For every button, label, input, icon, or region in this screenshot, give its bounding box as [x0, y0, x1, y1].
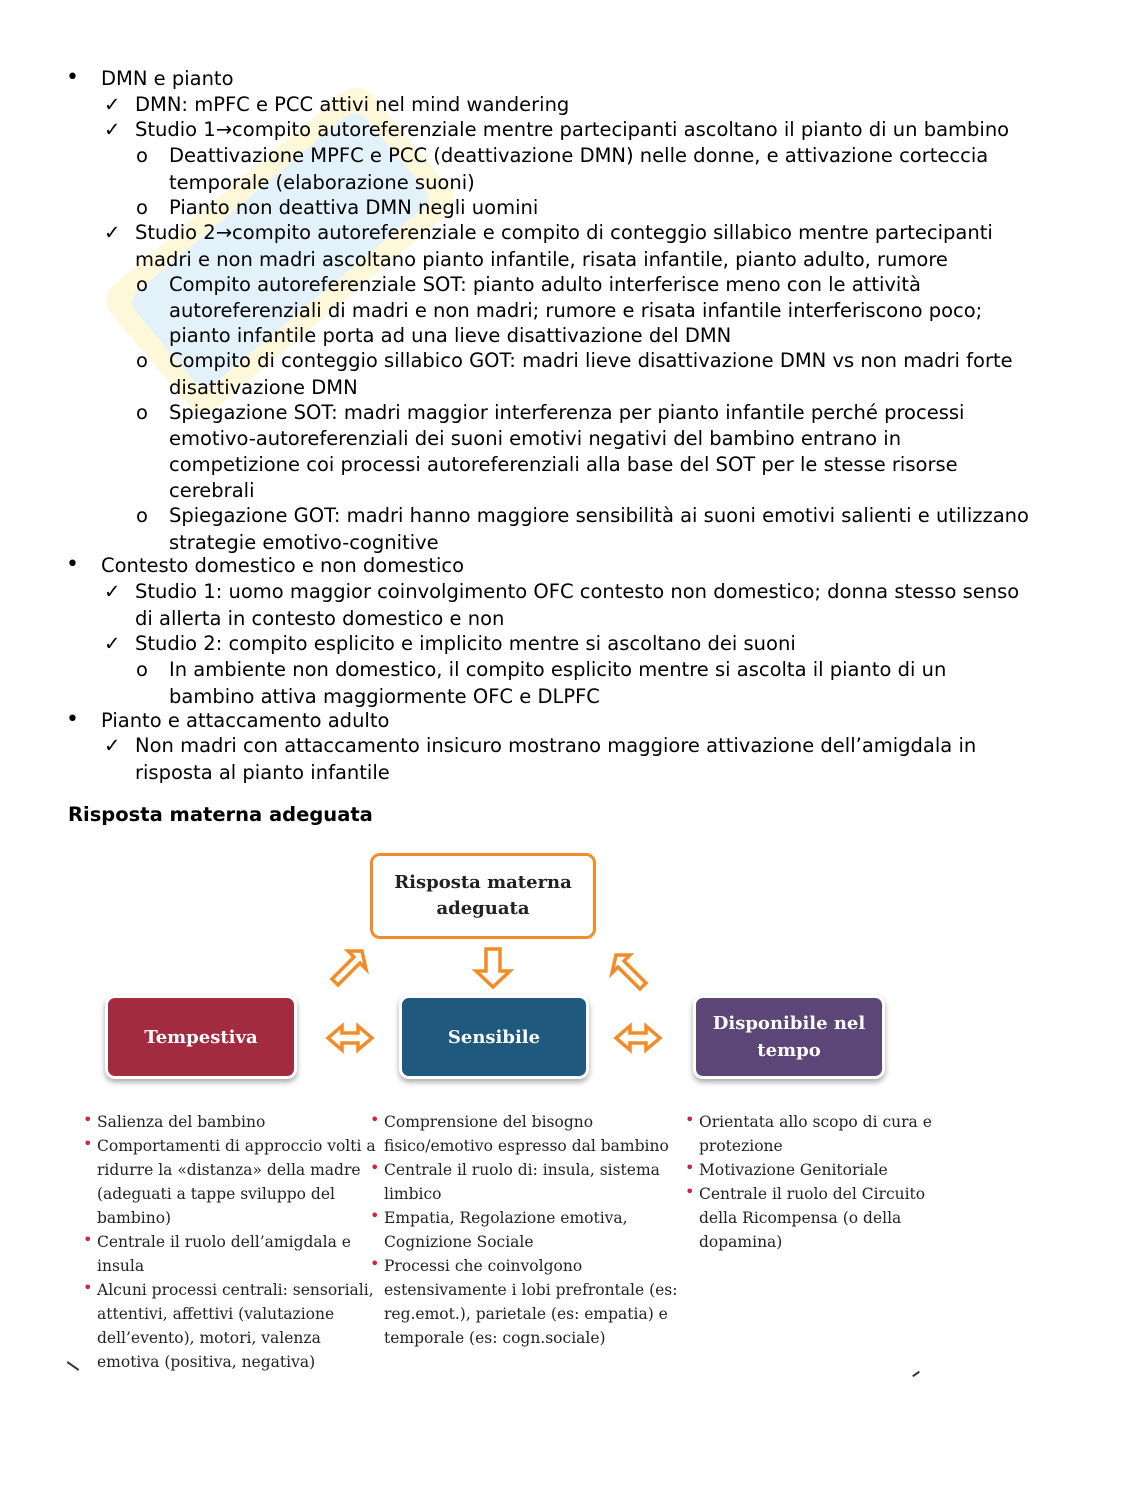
arrow-down-icon: [476, 949, 510, 987]
red-bullet-icon: •: [685, 1182, 695, 1201]
diagram-item-line: Processi che coinvolgono: [384, 1257, 583, 1275]
diagram-list-item: [685, 1110, 932, 1158]
diagram-list-item: [370, 1206, 677, 1254]
box-sensibile: [399, 995, 589, 1079]
note-line: Non madri con attaccamento insicuro mostrano maggiore attivazione dell’amigdala in: [135, 734, 977, 757]
top-box-line1: Risposta materna: [394, 872, 572, 893]
diagram-item-line: limbico: [384, 1185, 442, 1203]
note-line: bambino attiva maggiormente OFC e DLPFC: [169, 685, 600, 708]
note-line: temporale (elaborazione suoni): [169, 171, 475, 194]
diagram-item-line: ridurre la «distanza» della madre: [97, 1161, 361, 1179]
box-tempestiva-label: Tempestiva: [144, 1026, 258, 1048]
diagram-item-line: Comprensione del bisogno: [384, 1113, 594, 1131]
note-line: Studio 1: uomo maggior coinvolgimento OFC contesto non domestico; donna stesso senso: [135, 580, 1020, 603]
note-line: In ambiente non domestico, il compito esplicito mentre si ascolta il pianto di un: [169, 658, 947, 681]
note-line: Deattivazione MPFC e PCC (deattivazione DMN) nelle donne, e attivazione corteccia: [169, 144, 989, 167]
diagram-list-item: [370, 1110, 677, 1158]
diagram-list-item: [83, 1134, 376, 1230]
diagram-item-line: Centrale il ruolo di: insula, sistema: [384, 1161, 660, 1179]
note-line: risposta al pianto infantile: [135, 761, 390, 784]
diagram-item-line: Comportamenti di approccio volti a: [97, 1137, 376, 1155]
note-marker: o: [136, 196, 148, 219]
diagram-item-line: emotiva (positiva, negativa): [97, 1353, 316, 1371]
note-marker: ✓: [104, 93, 121, 116]
double-arrow-left-icon: [328, 1026, 372, 1050]
diagram-item-line: Empatia, Regolazione emotiva,: [384, 1209, 628, 1227]
corner-mark-right: [912, 1371, 920, 1377]
diagram-item-line: (adeguati a tappe sviluppo del: [97, 1185, 335, 1203]
note-marker: ✓: [104, 580, 121, 603]
note-marker: ✓: [104, 118, 121, 141]
note-marker: o: [136, 349, 148, 372]
note-marker: ✓: [104, 734, 121, 757]
note-line: disattivazione DMN: [169, 376, 358, 399]
note-line: pianto infantile porta ad una lieve disattivazione del DMN: [169, 324, 732, 347]
diagram-item-line: dopamina): [699, 1233, 783, 1251]
note-line: Studio 1→compito autoreferenziale mentre partecipanti ascoltano il pianto di un bambino: [135, 118, 1010, 141]
red-bullet-icon: •: [370, 1206, 380, 1225]
note-marker: •: [66, 707, 79, 732]
red-bullet-icon: •: [685, 1110, 695, 1129]
diagram-item-line: reg.emot.), parietale (es: empatia) e: [384, 1305, 668, 1323]
red-bullet-icon: •: [370, 1158, 380, 1177]
note-line: di allerta in contesto domestico e non: [135, 607, 505, 630]
red-bullet-icon: •: [685, 1158, 695, 1177]
note-line: Studio 2→compito autoreferenziale e compito di conteggio sillabico mentre partecipanti: [135, 221, 993, 244]
note-line: Contesto domestico e non domestico: [101, 554, 465, 577]
diagram-item-line: Motivazione Genitoriale: [699, 1161, 888, 1179]
diagram-list-item: [83, 1110, 376, 1134]
diagram-item-line: Salienza del bambino: [97, 1113, 266, 1131]
column-tempestiva: [83, 1110, 376, 1374]
note-marker: •: [66, 65, 79, 90]
box-disponibile-line1: Disponibile nel: [712, 1013, 866, 1034]
column-sensibile: [370, 1110, 678, 1350]
note-line: autoreferenziali di madri e non madri; rumore e risata infantile interferiscono poco;: [169, 299, 983, 322]
diagram-item-line: protezione: [699, 1137, 783, 1155]
diagram-item-line: della Ricompensa (o della: [699, 1209, 902, 1227]
arrow-down-right-icon: [612, 955, 646, 989]
note-line: emotivo-autoreferenziali dei suoni emotivi negativi del bambino entrano in: [169, 427, 902, 450]
note-line: Studio 2: compito esplicito e implicito mentre si ascoltano dei suoni: [135, 632, 796, 655]
corner-mark-left: [67, 1361, 80, 1371]
note-marker: ✓: [104, 221, 121, 244]
arrow-down-left-icon: [332, 951, 366, 985]
note-line: DMN: mPFC e PCC attivi nel mind wandering: [135, 93, 570, 116]
note-line: Spiegazione SOT: madri maggior interferenza per pianto infantile perché processi: [169, 401, 965, 424]
note-line: cerebrali: [169, 479, 255, 502]
note-marker: ✓: [104, 632, 121, 655]
diagram-list-item: [685, 1158, 932, 1182]
note-marker: o: [136, 401, 148, 424]
note-line: Pianto e attaccamento adulto: [101, 709, 390, 732]
diagram-item-line: Cognizione Sociale: [384, 1233, 534, 1251]
diagram-item-line: Alcuni processi centrali: sensoriali,: [97, 1281, 374, 1299]
diagram-item-line: Centrale il ruolo dell’amigdala e: [97, 1233, 351, 1251]
note-marker: •: [66, 552, 79, 577]
column-disponibile: [685, 1110, 932, 1254]
diagram-item-line: temporale (es: cogn.sociale): [384, 1329, 606, 1347]
diagram-item-line: insula: [97, 1257, 145, 1275]
top-box-line2: adeguata: [436, 898, 530, 919]
note-line: strategie emotivo-cognitive: [169, 531, 439, 554]
note-marker: o: [136, 144, 148, 167]
diagram-item-line: attentivi, affettivi (valutazione: [97, 1305, 335, 1323]
diagram-item-line: estensivamente i lobi prefrontale (es:: [384, 1281, 678, 1299]
red-bullet-icon: •: [83, 1278, 93, 1297]
diagram-list-item: [370, 1254, 678, 1350]
note-marker: o: [136, 273, 148, 296]
note-line: Compito di conteggio sillabico GOT: madri lieve disattivazione DMN vs non madri forte: [169, 349, 1013, 372]
double-arrow-right-icon: [616, 1026, 660, 1050]
red-bullet-icon: •: [83, 1230, 93, 1249]
note-line: Compito autoreferenziale SOT: pianto adulto interferisce meno con le attività: [169, 273, 921, 296]
box-sensibile-label: Sensibile: [447, 1026, 541, 1048]
diagram-item-line: fisico/emotivo espresso dal bambino: [384, 1137, 669, 1155]
diagram-item-line: Centrale il ruolo del Circuito: [699, 1185, 926, 1203]
note-line: madri e non madri ascoltano pianto infantile, risata infantile, pianto adulto, rumore: [135, 248, 948, 271]
diagram-list-item: [83, 1230, 376, 1278]
box-disponibile: [693, 995, 885, 1079]
box-tempestiva: [105, 995, 297, 1079]
red-bullet-icon: •: [83, 1134, 93, 1153]
note-marker: o: [136, 658, 148, 681]
section-title: Risposta materna adeguata: [68, 803, 373, 826]
diagram-item-line: dell’evento), motori, valenza: [97, 1329, 321, 1347]
diagram-list-item: [685, 1182, 932, 1254]
diagram-item-line: Orientata allo scopo di cura e: [699, 1113, 932, 1131]
diagram-list-item: [370, 1158, 677, 1206]
note-line: Pianto non deattiva DMN negli uomini: [169, 196, 539, 219]
note-line: competizione coi processi autoreferenziali alla base del SOT per le stesse risorse: [169, 453, 958, 476]
red-bullet-icon: •: [370, 1110, 380, 1129]
red-bullet-icon: •: [370, 1254, 380, 1273]
red-bullet-icon: •: [83, 1110, 93, 1129]
diagram: [60, 845, 1060, 1405]
box-disponibile-line2: tempo: [757, 1040, 821, 1061]
diagram-list-item: [83, 1278, 376, 1374]
diagram-item-line: bambino): [97, 1209, 172, 1227]
note-marker: o: [136, 504, 148, 527]
note-line: DMN e pianto: [101, 67, 234, 90]
note-line: Spiegazione GOT: madri hanno maggiore sensibilità ai suoni emotivi salienti e utilizzano: [169, 504, 1029, 527]
